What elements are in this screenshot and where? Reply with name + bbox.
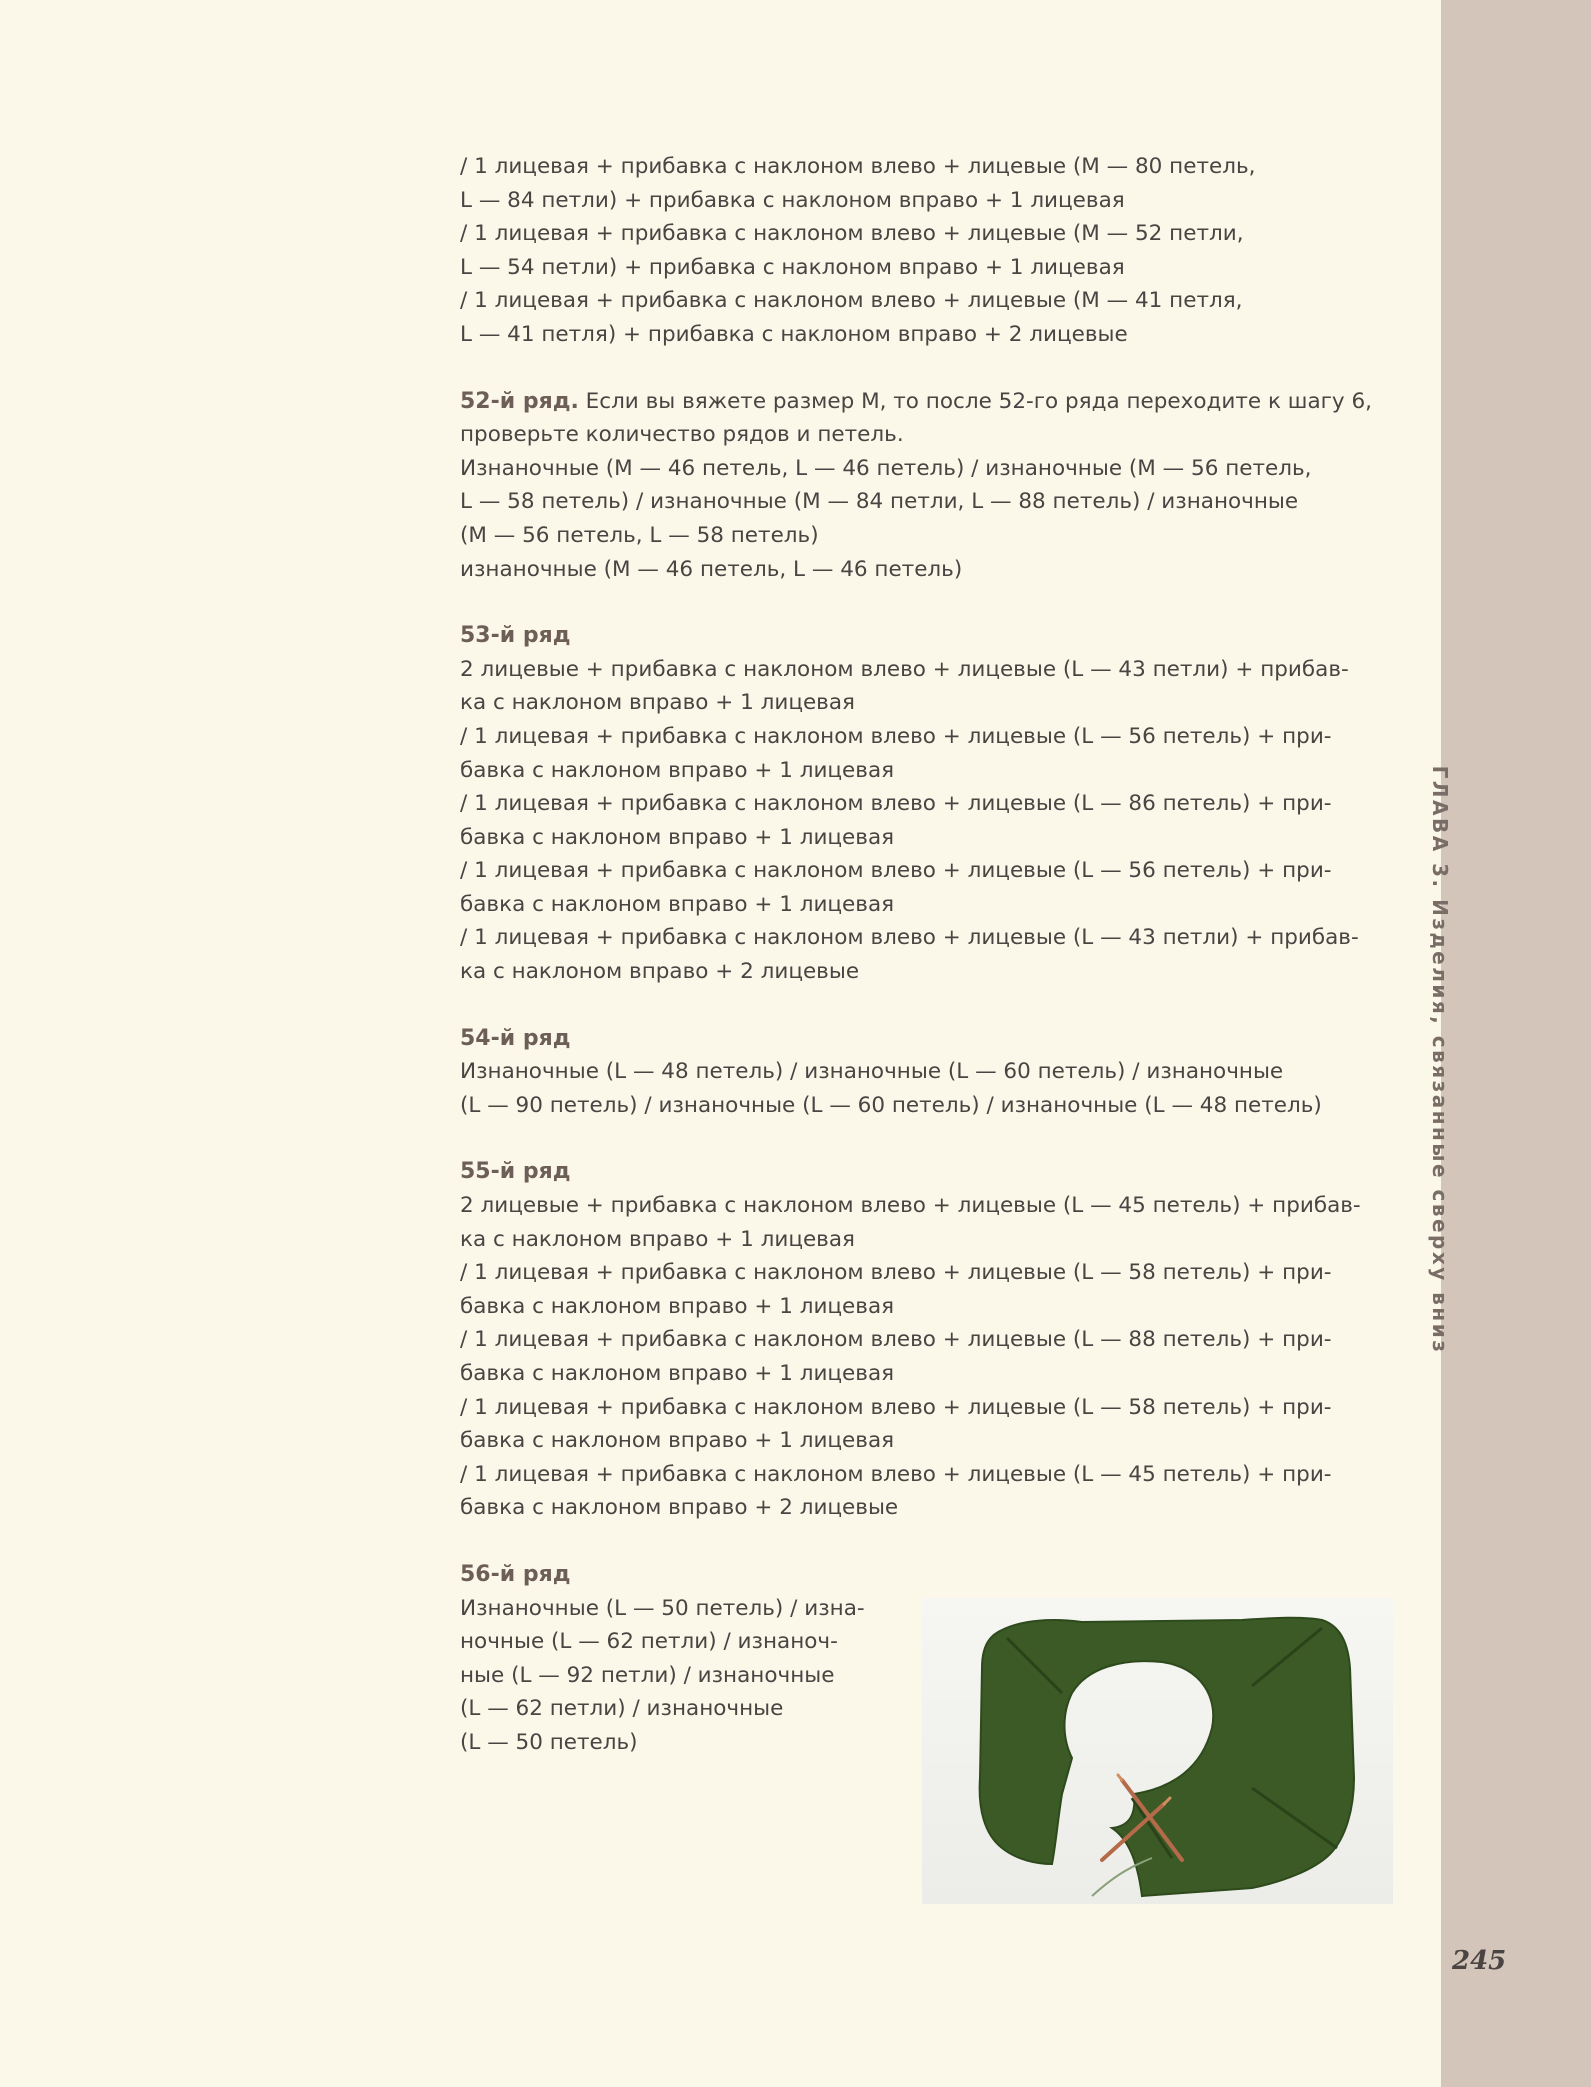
- text-line: (M — 56 петель, L — 58 петель): [460, 522, 819, 548]
- text-line: 2 лицевые + прибавка с наклоном влево + лицевые (L — 45 петель) + прибав-: [460, 1193, 1361, 1219]
- row-52-first-line: [460, 385, 1400, 419]
- text-line: ные (L — 92 петли) / изнаночные: [460, 1662, 835, 1688]
- text-line: Изнаночные (L — 50 петель) / изна-: [460, 1595, 865, 1621]
- text-line: Изнаночные (M — 46 петель, L — 46 петель) / изнаночные (M — 56 петель,: [460, 455, 1312, 481]
- page-content: [460, 150, 1400, 1760]
- row-53-section: [460, 619, 1400, 989]
- text-line: (L — 62 петли) / изнаночные: [460, 1696, 784, 1722]
- row-52-heading: 52-й ряд.: [460, 388, 579, 414]
- chapter-label-text: ГЛАВА 3. Изделия, связанные сверху вниз: [1428, 765, 1452, 1355]
- row-56-heading: 56-й ряд: [460, 1561, 571, 1587]
- text-line: L — 54 петли) + прибавка с наклоном вправо + 1 лицевая: [460, 254, 1125, 280]
- text-line: / 1 лицевая + прибавка с наклоном влево + лицевые (L — 43 петли) + прибав-: [460, 925, 1359, 951]
- page-number: 245: [1452, 1946, 1507, 1976]
- text-line: проверьте количество рядов и петель.: [460, 422, 904, 448]
- text-line: (L — 50 петель): [460, 1729, 638, 1755]
- knitted-yoke-illustration: [922, 1598, 1393, 1904]
- text-line: бавка с наклоном вправо + 1 лицевая: [460, 1428, 895, 1454]
- row-54-heading: 54-й ряд: [460, 1025, 571, 1051]
- intro-block: [460, 150, 1400, 352]
- text-line: / 1 лицевая + прибавка с наклоном влево + лицевые (L — 56 петель) + при-: [460, 723, 1332, 749]
- text-line: ка с наклоном вправо + 2 лицевые: [460, 959, 860, 985]
- text-line: / 1 лицевая + прибавка с наклоном влево + лицевые (M — 80 петель,: [460, 154, 1256, 179]
- text-line: бавка с наклоном вправо + 1 лицевая: [460, 1293, 895, 1319]
- row-55-heading: 55-й ряд: [460, 1159, 571, 1185]
- text-line: бавка с наклоном вправо + 2 лицевые: [460, 1495, 899, 1521]
- text-line: ночные (L — 62 петли) / изнаноч-: [460, 1629, 838, 1655]
- sidebar-band: [1441, 0, 1591, 2087]
- text-line: L — 41 петля) + прибавка с наклоном вправо + 2 лицевые: [460, 321, 1128, 347]
- text-line: / 1 лицевая + прибавка с наклоном влево + лицевые (L — 58 петель) + при-: [460, 1260, 1332, 1286]
- text-line: бавка с наклоном вправо + 1 лицевая: [460, 757, 895, 783]
- text-line: Изнаночные (L — 48 петель) / изнаночные (L — 60 петель) / изнаночные: [460, 1059, 1284, 1085]
- text-line: L — 84 петли) + прибавка с наклоном вправо + 1 лицевая: [460, 187, 1125, 213]
- text-line: бавка с наклоном вправо + 1 лицевая: [460, 824, 895, 850]
- row-55-section: [460, 1155, 1400, 1525]
- text-line: L — 58 петель) / изнаночные (M — 84 петли, L — 88 петель) / изнаночные: [460, 489, 1299, 515]
- row-54-section: [460, 1022, 1400, 1123]
- text-line: / 1 лицевая + прибавка с наклоном влево + лицевые (M — 41 петля,: [460, 288, 1243, 314]
- text-line: / 1 лицевая + прибавка с наклоном влево + лицевые (M — 52 петли,: [460, 221, 1244, 247]
- text-line: ка с наклоном вправо + 1 лицевая: [460, 690, 855, 716]
- knitted-yoke-photo: [922, 1598, 1393, 1904]
- text-line: / 1 лицевая + прибавка с наклоном влево + лицевые (L — 86 петель) + при-: [460, 791, 1332, 817]
- row-52-intro: Если вы вяжете размер M, то после 52-го ряда переходите к шагу 6,: [578, 388, 1372, 414]
- text-line: бавка с наклоном вправо + 1 лицевая: [460, 1361, 895, 1386]
- text-line: / 1 лицевая + прибавка с наклоном влево + лицевые (L — 56 петель) + при-: [460, 858, 1332, 884]
- text-line: / 1 лицевая + прибавка с наклоном влево + лицевые (L — 88 петель) + при-: [460, 1327, 1332, 1353]
- text-line: ка с наклоном вправо + 1 лицевая: [460, 1226, 855, 1252]
- text-line: (L — 90 петель) / изнаночные (L — 60 петель) / изнаночные (L — 48 петель): [460, 1092, 1322, 1118]
- text-line: 2 лицевые + прибавка с наклоном влево + лицевые (L — 43 петли) + прибав-: [460, 656, 1349, 682]
- text-line: / 1 лицевая + прибавка с наклоном влево + лицевые (L — 45 петель) + при-: [460, 1461, 1332, 1487]
- text-line: бавка с наклоном вправо + 1 лицевая: [460, 891, 895, 917]
- text-line: / 1 лицевая + прибавка с наклоном влево + лицевые (L — 58 петель) + при-: [460, 1394, 1332, 1420]
- text-line: изнаночные (M — 46 петель, L — 46 петель): [460, 556, 963, 582]
- row-52-section: [460, 385, 1400, 587]
- row-53-heading: 53-й ряд: [460, 623, 571, 649]
